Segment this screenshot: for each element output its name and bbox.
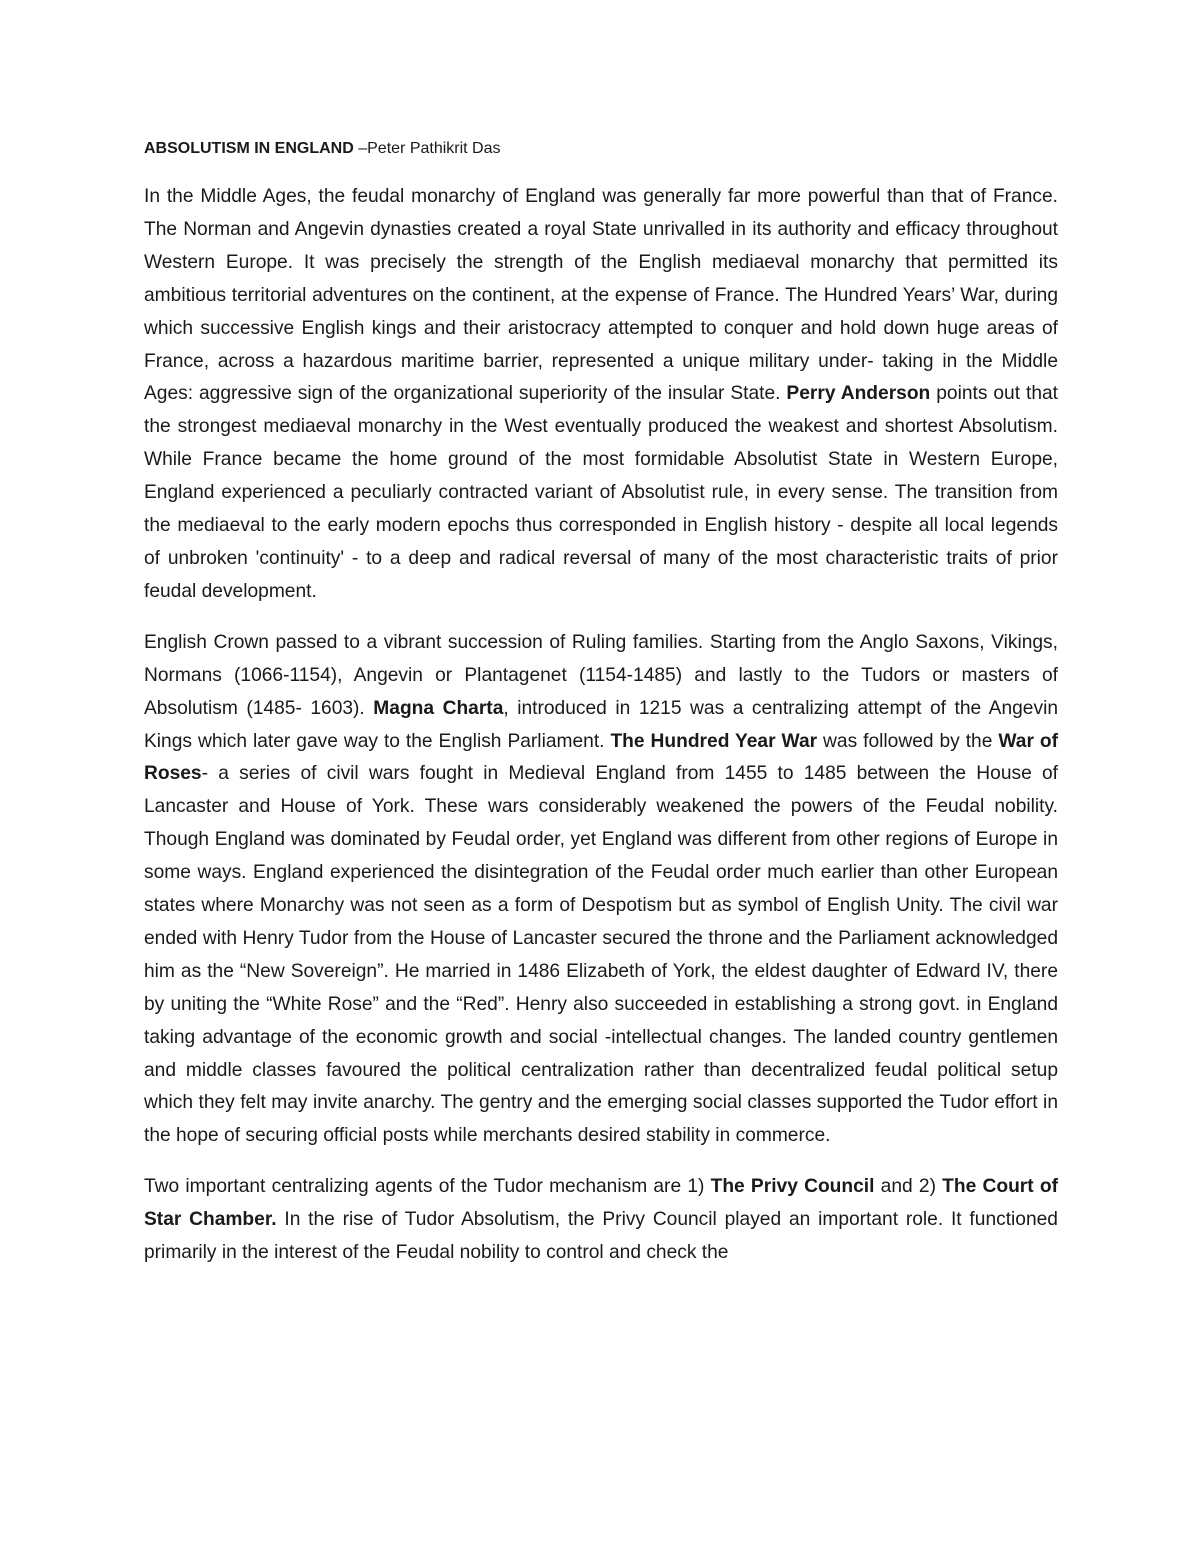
document-title (144, 138, 1058, 160)
paragraph-2-run: was followed by the (817, 730, 999, 752)
paragraph-3-run: and 2) (874, 1176, 943, 1198)
paragraph-2 (144, 627, 1058, 1154)
bold-term-perry-anderson: Perry Anderson (786, 383, 931, 405)
paragraph-1-run: points out that the strongest mediaeval monarchy in the West eventually produced the weakest and shortest Absolutism. While France became the home ground of the most formidable Absolutist State in Western Europe, England experienced a peculiarly contracted variant of Absolutist rule, in every sense. The transition from the mediaeval to the early modern epochs thus corresponded in English history - despite all local legends of unbroken 'continuity' - to a deep and radical reversal of many of the most characteristic traits of prior feudal development. (144, 383, 1058, 602)
paragraph-3-run: In the rise of Tudor Absolutism, the Privy Council played an important role. It functioned primarily in the interest of the Feudal nobility to control and check the (144, 1209, 1058, 1264)
title-author: Peter Pathikrit Das (367, 140, 501, 157)
bold-term-hundred-year-war: The Hundred Year War (610, 730, 818, 752)
bold-term-war-of-roses: War of Roses (144, 730, 1058, 785)
paragraph-1-run: In the Middle Ages, the feudal monarchy of England was generally far more powerful than that of France. The Norman and Angevin dynasties created a royal State unrivalled in its authority and efficacy throughout Western Europe. It was precisely the strength of the English mediaeval monarchy that permitted its ambitious territorial adventures on the continent, at the expense of France. The Hundred Years’ War, during which successive English kings and their aristocracy attempted to conquer and hold down huge areas of France, across a hazardous maritime barrier, represented a unique military under- taking in the Middle Ages: aggressive sign of the organizational superiority of the insular State. (144, 186, 1058, 405)
bold-term-magna-charta: Magna Charta (373, 697, 504, 719)
paragraph-2-run: , introduced in 1215 was a centralizing attempt of the Angevin Kings which later gave way to the English Parliament. (144, 697, 1059, 752)
document-page (144, 138, 1058, 1288)
paragraph-3-run: Two important centralizing agents of the Tudor mechanism are 1) (144, 1176, 711, 1198)
paragraph-2-run: - a series of civil wars fought in Medieval England from 1455 to 1485 between the House of Lancaster and House of York. These wars considerably weakened the powers of the Feudal nobility. Though England was dominated by Feudal order, yet England was different from other regions of Europe in some ways. England experienced the disintegration of the Feudal order much earlier than other European states where Monarchy was not seen as a form of Despotism but as symbol of English Unity. The civil war ended with Henry Tudor from the House of Lancaster secured the throne and the Parliament acknowledged him as the “New Sovereign”. He married in 1486 Elizabeth of York, the eldest daughter of Edward IV, there by uniting the “White Rose” and the “Red”. Henry also succeeded in establishing a strong govt. in England taking advantage of the economic growth and social -intellectual changes. The landed country gentlemen and middle classes favoured the political centralization rather than decentralized feudal political setup which they felt may invite anarchy. The gentry and the emerging social classes supported the Tudor effort in the hope of securing official posts while merchants desired stability in commerce. (144, 763, 1058, 1147)
paragraph-2-run: English Crown passed to a vibrant succession of Ruling families. Starting from the Anglo Saxons, Vikings, Normans (1066-1154), Angevin or Plantagenet (1154-1485) and lastly to the Tudors or masters of Absolutism (1485- 1603). (144, 631, 1058, 719)
paragraph-3 (144, 1171, 1058, 1270)
title-dash: – (353, 140, 368, 157)
title-heading: ABSOLUTISM IN ENGLAND (144, 140, 354, 157)
bold-term-court-of-star-chamber: The Court of Star Chamber. (144, 1176, 1058, 1231)
bold-term-privy-council: The Privy Council (710, 1176, 875, 1198)
paragraph-1 (144, 181, 1058, 609)
